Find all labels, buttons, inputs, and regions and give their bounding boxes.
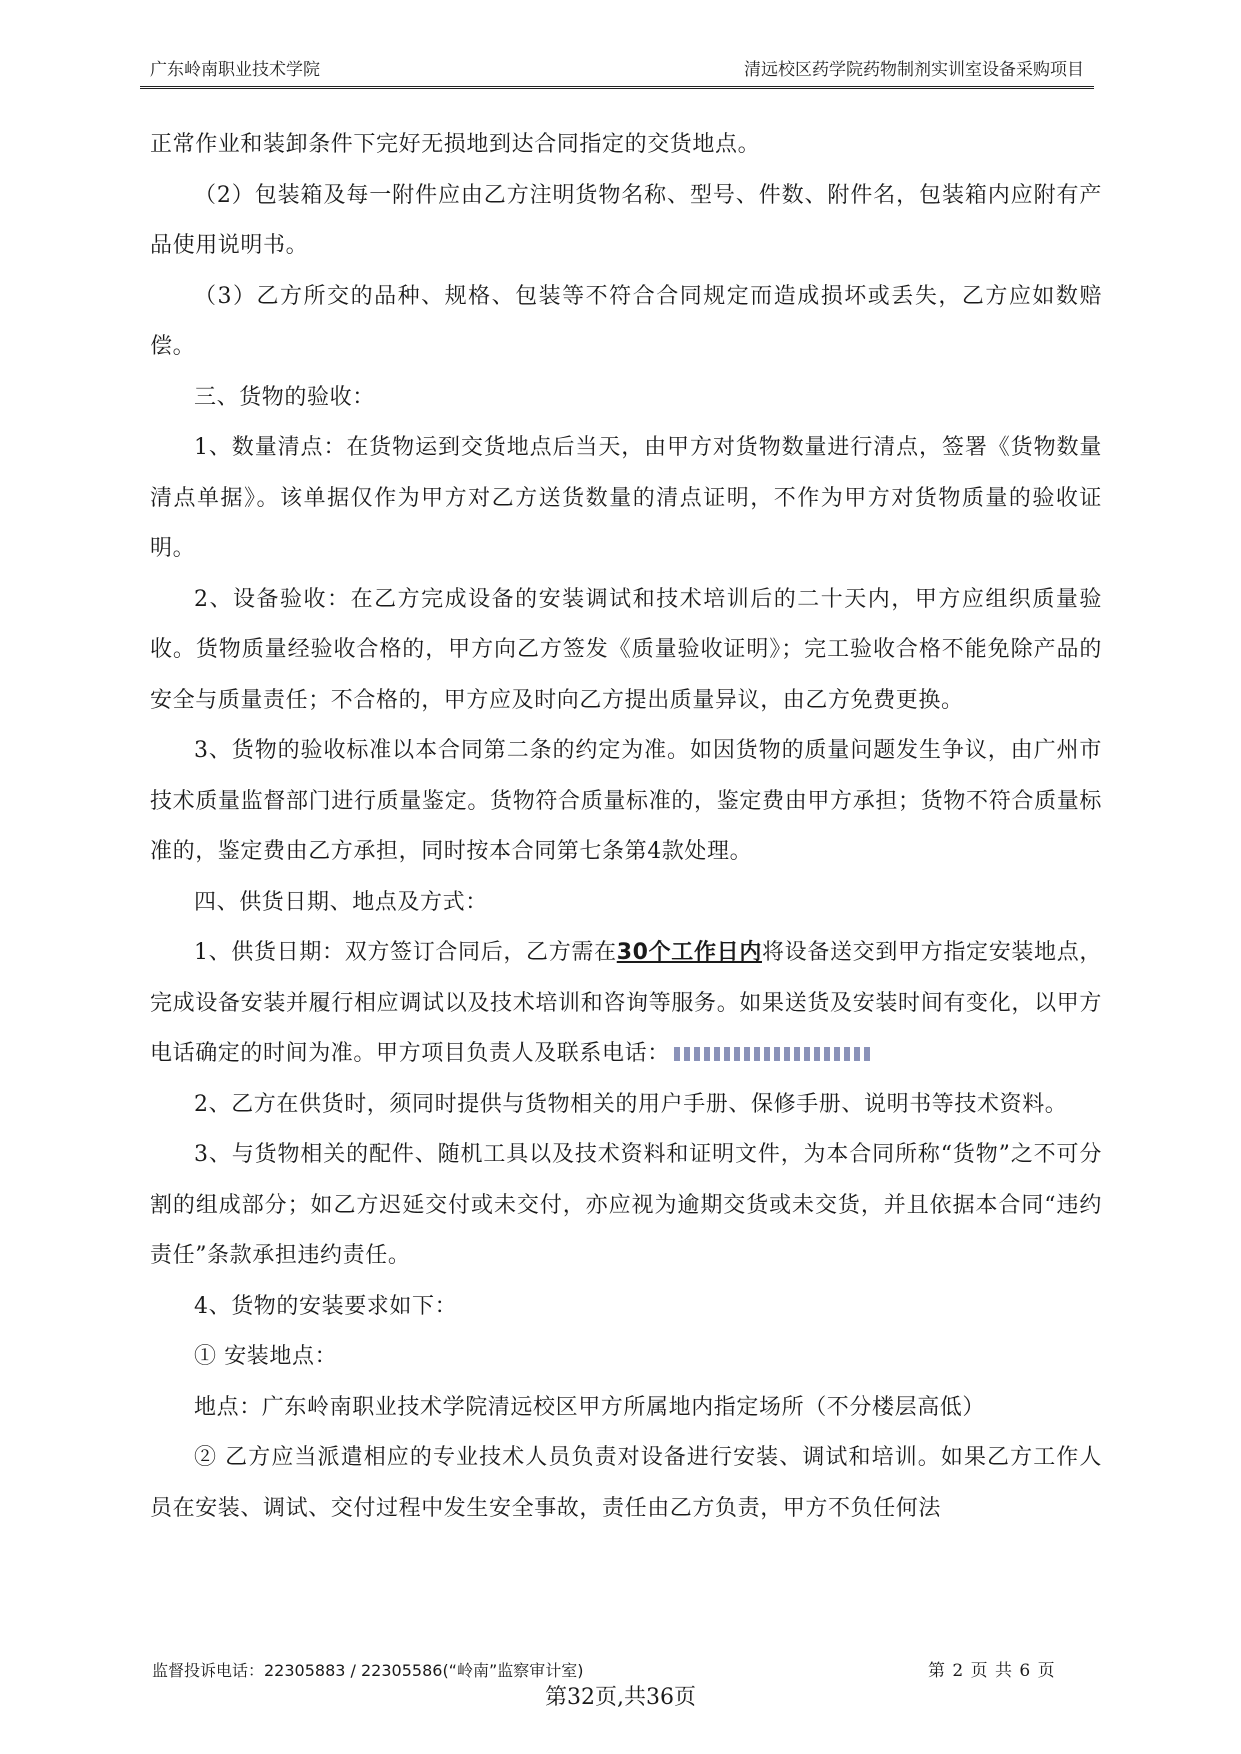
footer-complaint-phone: 监督投诉电话：22305883 / 22305586(“岭南”监察审计室) <box>152 1661 584 1680</box>
text: 1、供货日期：双方签订合同后，乙方需在 <box>194 940 617 965</box>
paragraph: ② 乙方应当派遣相应的专业技术人员负责对设备进行安装、调试和培训。如果乙方工作人员在安装、调试、交付过程中发生安全事故，责任由乙方负责，甲方不负任何法 <box>150 1445 1102 1521</box>
overall-page-number: 第32页,共36页 <box>545 1685 696 1710</box>
header-institution: 广东岭南职业技术学院 <box>150 60 320 80</box>
header-project-title: 清远校区药学院药物制剂实训室设备采购项目 <box>744 60 1084 80</box>
document-body <box>150 120 1102 1534</box>
paragraph <box>150 928 1102 1080</box>
text: 将设备送交到甲方指定安装地点，完成设备安装并履行相应调试以及技术培训和咨询等服务。如果送货及安装时间有变化，以甲方电话确定的时间为准。甲方项目负责人及联系电话： <box>150 940 1102 1066</box>
paragraph: 2、设备验收：在乙方完成设备的安装调试和技术培训后的二十天内，甲方应组织质量验收。货物质量经验收合格的，甲方向乙方签发《质量验收证明》；完工验收合格不能免除产品的安全与质量责任；不合格的，甲方应及时向乙方提出质量异议，由乙方免费更换。 <box>150 586 1102 713</box>
deadline-emphasis: 30个工作日内 <box>616 940 762 965</box>
paragraph: （2）包装箱及每一附件应由乙方注明货物名称、型号、件数、附件名，包装箱内应附有产品使用说明书。 <box>150 182 1102 258</box>
paragraph: ① 安装地点： <box>194 1344 338 1369</box>
page-header <box>140 52 1094 89</box>
paragraph: 3、货物的验收标准以本合同第二条的约定为准。如因货物的质量问题发生争议，由广州市技术质量监督部门进行质量鉴定。货物符合质量标准的，鉴定费由甲方承担；货物不符合质量标准的，鉴定费由乙方承担，同时按本合同第七条第4款处理。 <box>150 738 1102 864</box>
section-heading: 三、货物的验收： <box>194 384 375 410</box>
paragraph: （3）乙方所交的品种、规格、包装等不符合合同规定而造成损坏或丢失，乙方应如数赔偿。 <box>150 283 1102 359</box>
paragraph: 地点：广东岭南职业技术学院清远校区甲方所属地内指定场所（不分楼层高低） <box>194 1394 986 1420</box>
paragraph: 1、数量清点：在货物运到交货地点后当天，由甲方对货物数量进行清点，签署《货物数量清点单据》。该单据仅作为甲方对乙方送货数量的清点证明，不作为甲方对货物质量的验收证明。 <box>150 435 1102 561</box>
paragraph: 正常作业和装卸条件下完好无损地到达合同指定的交货地点。 <box>150 132 761 157</box>
footer-page-number: 第 2 页 共 6 页 <box>928 1661 1056 1681</box>
section-heading: 四、供货日期、地点及方式： <box>194 889 488 915</box>
redacted-contact <box>674 1047 874 1061</box>
paragraph: 3、与货物相关的配件、随机工具以及技术资料和证明文件，为本合同所称“货物”之不可分割的组成部分；如乙方迟延交付或未交付，亦应视为逾期交货或未交货，并且依据本合同“违约责任”条款承担违约责任。 <box>150 1142 1102 1268</box>
paragraph: 4、货物的安装要求如下： <box>194 1293 458 1319</box>
paragraph: 2、乙方在供货时，须同时提供与货物相关的用户手册、保修手册、说明书等技术资料。 <box>194 1091 1068 1117</box>
